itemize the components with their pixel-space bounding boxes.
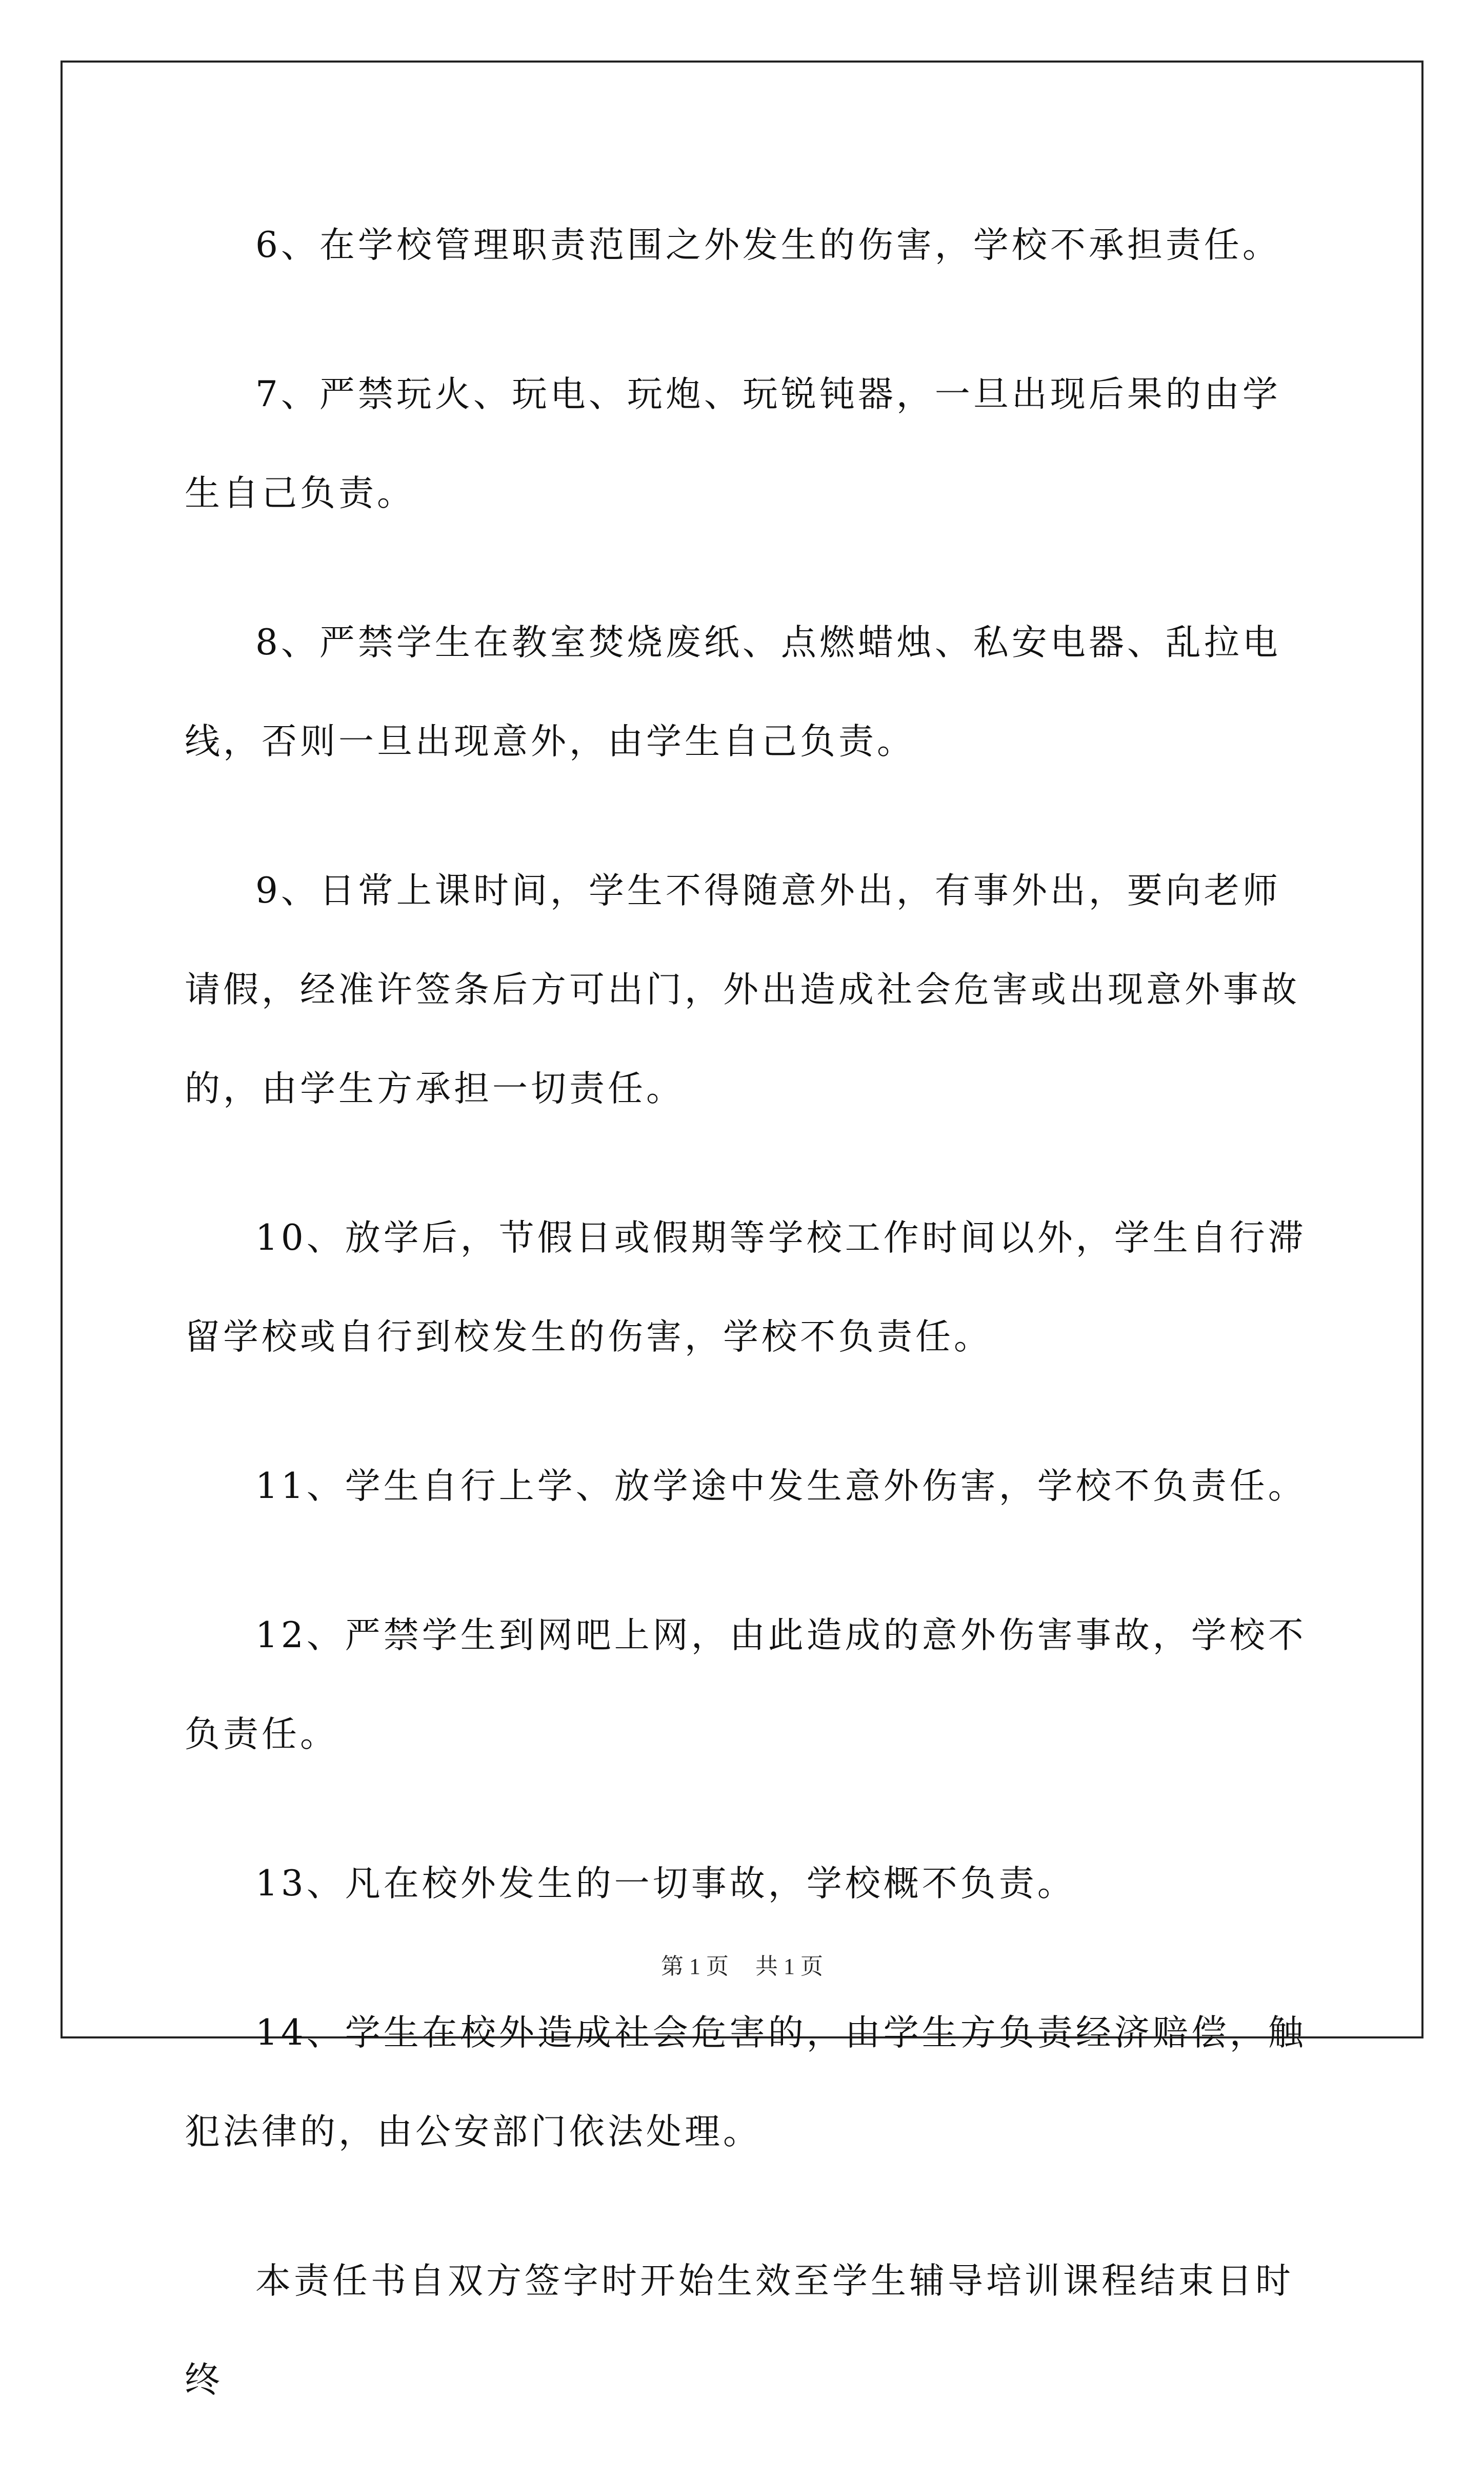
paragraph-12: 12、严禁学生到网吧上网，由此造成的意外伤害事故，学校不负责任。	[185, 1615, 1307, 1755]
paragraph-effective-date: 本责任书自双方签字时开始生效至学生辅导培训课程结束日时终	[185, 2261, 1294, 2401]
paragraph-13: 13、凡在校外发生的一切事故，学校概不负责。	[255, 1863, 1076, 1904]
page-number: 第 1 页	[661, 1954, 729, 1979]
paragraph-9: 9、日常上课时间，学生不得随意外出，有事外出，要向老师请假，经准许签条后方可出门，外出造成社会危害或出现意外事故的，由学生方承担一切责任。	[185, 870, 1300, 1109]
paragraph-7: 7、严禁玩火、玩电、玩炮、玩锐钝器，一旦出现后果的由学生自己负责。	[185, 374, 1281, 514]
page-footer	[0, 1948, 1484, 1981]
paragraph-11: 11、学生自行上学、放学途中发生意外伤害，学校不负责任。	[255, 1466, 1307, 1507]
document-body	[185, 196, 1308, 2480]
paragraph-6: 6、在学校管理职责范围之外发生的伤害，学校不承担责任。	[255, 225, 1281, 266]
paragraph-10: 10、放学后，节假日或假期等学校工作时间以外，学生自行滞留学校或自行到校发生的伤害，学校不负责任。	[185, 1217, 1307, 1357]
page-total: 共 1 页	[755, 1954, 823, 1979]
paragraph-14: 14、学生在校外造成社会危害的，由学生方负责经济赔偿，触犯法律的，由公安部门依法处理。	[185, 2012, 1307, 2152]
paragraph-8: 8、严禁学生在教室焚烧废纸、点燃蜡烛、私安电器、乱拉电线，否则一旦出现意外，由学生自己负责。	[185, 622, 1281, 762]
